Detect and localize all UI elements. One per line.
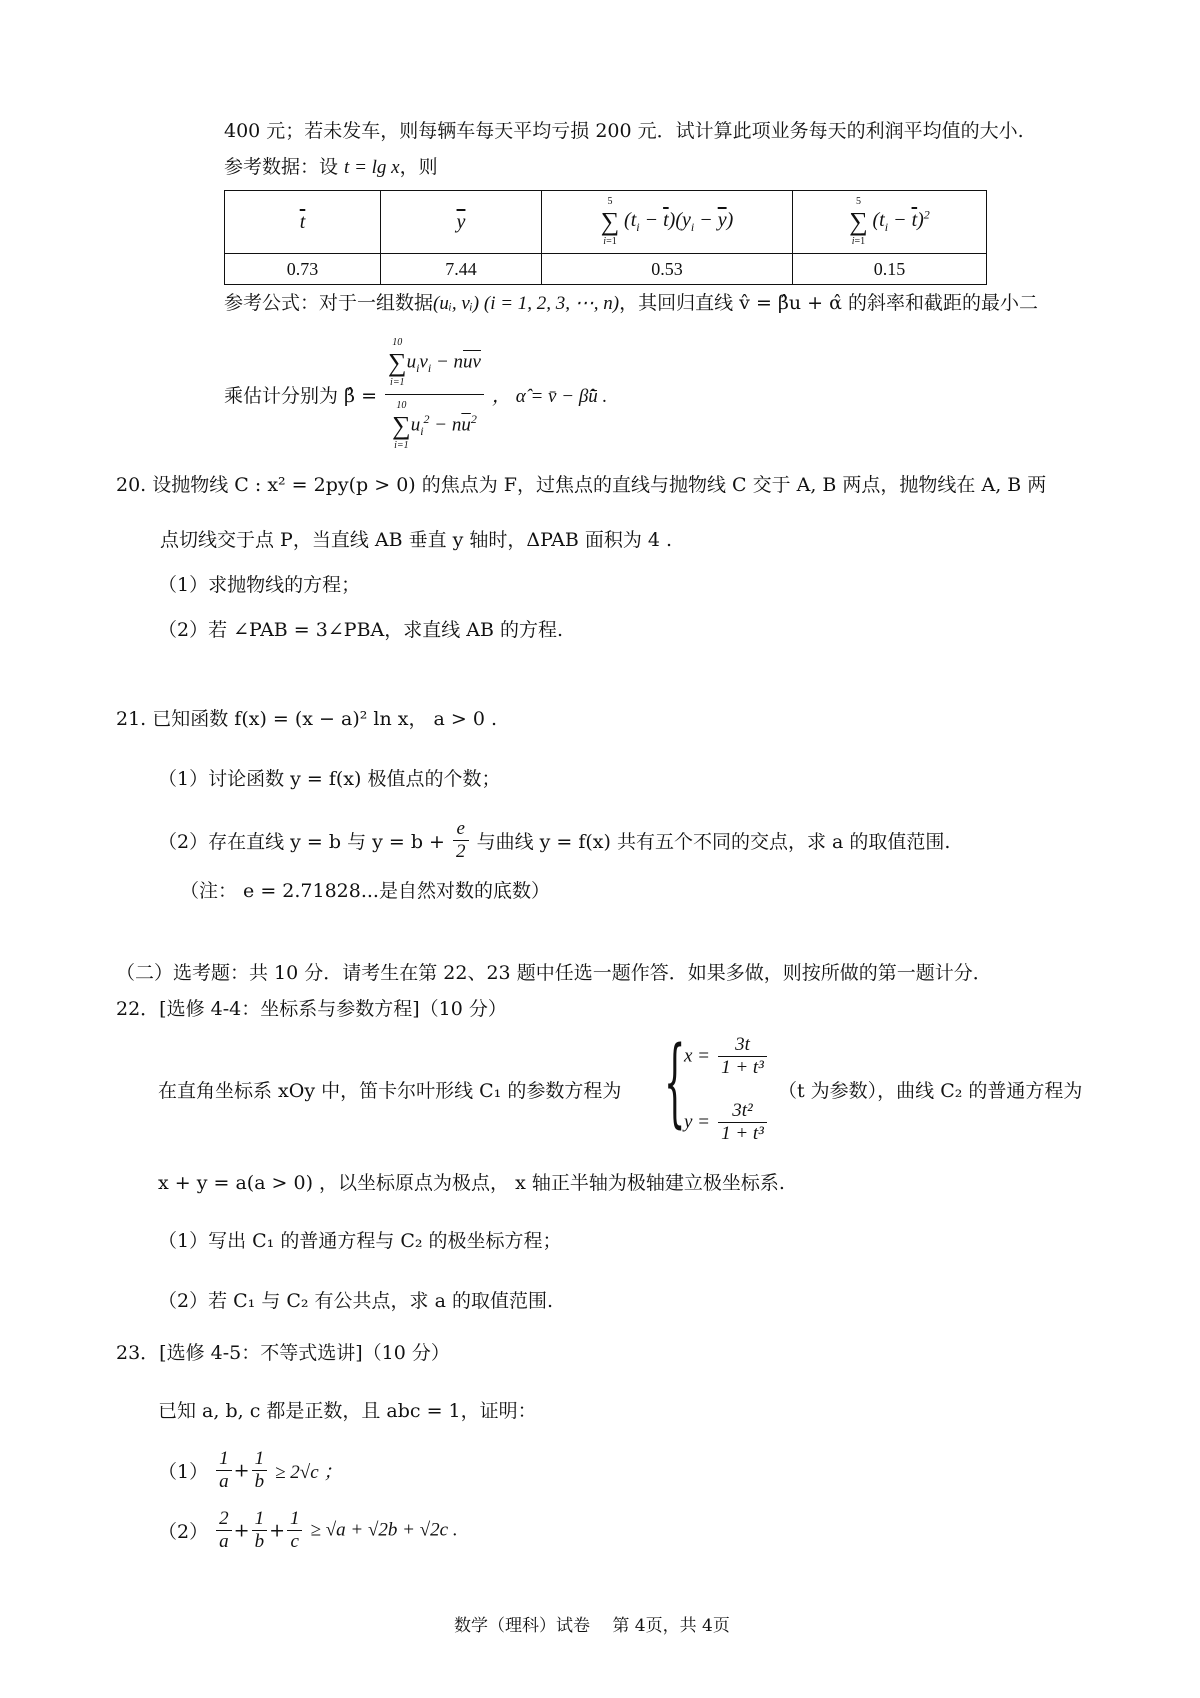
fraction-denominator: 2 [456,841,466,862]
beta-hat-label: 乘估计分别为 β̂ = [224,385,377,407]
reference-formula-line1 [224,290,1038,317]
q22-title: 22．[选修 4-4：坐标系与参数方程]（10 分） [116,998,507,1020]
problem19-continuation: 400 元；若未发车，则每辆车每天平均亏损 200 元．试计算此项业务每天的利润平均值的大小. [224,120,1024,142]
ref-data-prefix: 参考数据：设 [224,156,345,178]
q23-part1-tail: ≥ 2√c ； [275,1462,343,1483]
page-footer: 数学（理科）试卷 第 4页，共 4页 [454,1616,730,1636]
q23-part2-label: （2） [158,1521,209,1543]
param-brace: { [664,1026,686,1138]
fraction-numerator: e [453,818,469,841]
q21-part2 [158,818,950,863]
q22-line1-end: （t 为参数），曲线 C₂ 的普通方程为 [778,1080,1083,1102]
header-t-bar: $\overline{t}$ [225,191,381,254]
q23-part1: （1） $\frac{1}{a}$ + $\frac{1}{b}$ ≥ 2√c ； [158,1448,343,1492]
value-t-bar: 0.73 [225,254,381,285]
q22-line1-start: 在直角坐标系 xOy 中，笛卡尔叶形线 C₁ 的参数方程为 [158,1080,622,1102]
optional-section-header: （二）选考题：共 10 分．请考生在第 22、23 题中任选一题作答．如果多做，则按所做的第一题计分． [116,962,992,984]
q20-part1: （1）求抛物线的方程； [158,574,361,596]
q21-part2-end: 与曲线 y = f(x) 共有五个不同的交点，求 a 的取值范围. [476,831,951,853]
q23-part1-label: （1） [158,1461,209,1483]
formula-pair: (uᵢ, vᵢ) (i = 1, 2, 3, ⋯, n) [433,293,620,314]
formula-prefix: 参考公式：对于一组数据 [224,292,434,314]
header-y-bar: $\overline{y}$ [381,191,542,254]
q23-part2: （2） $\frac{2}{a}$ + $\frac{1}{b}$ + $\frac{1}{c}$ ≥ √a + √2b + √2c . [158,1508,458,1552]
param-x-eq [684,1034,769,1079]
ref-data-suffix: ，则 [399,156,438,178]
q20-line2: 点切线交于点 P，当直线 AB 垂直 y 轴时，ΔPAB 面积为 4 . [160,529,673,551]
q21-part1: （1）讨论函数 y = f(x) 极值点的个数； [158,768,501,790]
e-over-2-fraction [453,818,469,863]
q22-part2: （2）若 C₁ 与 C₂ 有公共点，求 a 的取值范围. [158,1290,554,1312]
ref-data-expr: t = lg x [344,157,400,178]
q22-line2: x + y = a(a > 0) ，以坐标原点为极点， x 轴正半轴为极轴建立极坐标系. [158,1172,785,1194]
q21-line1: 21. 已知函数 f(x) = (x − a)² ln x， a > 0 . [116,708,497,730]
header-sum-square: 5 ∑ i=1 $(t_i - \overline{t})^2$ [793,191,987,254]
q22-part1: （1）写出 C₁ 的普通方程与 C₂ 的极坐标方程； [158,1230,562,1252]
q20-line1: 20. 设抛物线 C : x² = 2py(p > 0) 的焦点为 F，过焦点的直线与抛物线 C 交于 A, B 两点，抛物线在 A, B 两 [116,474,1047,496]
param-y-eq [684,1100,769,1145]
param-y-label: y = [684,1111,711,1133]
value-sum-square: 0.15 [793,254,987,285]
param-x-den: 1 + t³ [721,1057,764,1078]
header-sum-product: 5 ∑ i=1 $(t_i - \overline{t})(y_i - \overline{y})$ [542,191,793,254]
q23-line1: 已知 a, b, c 都是正数，且 abc = 1，证明： [158,1400,537,1422]
param-x-label: x = [684,1045,711,1067]
q23-title: 23．[选修 4-5：不等式选讲]（10 分） [116,1342,450,1364]
alpha-hat-formula: ， α̂ = v̄ − β̂ū . [492,386,608,407]
param-y-den: 1 + t³ [721,1123,764,1144]
param-x-num: 3t [718,1034,767,1057]
reference-data-table [224,190,987,285]
q21-part2-start: （2）存在直线 y = b 与 y = b + [158,831,445,853]
reference-data-line [224,154,438,181]
q20-part2: （2）若 ∠PAB = 3∠PBA，求直线 AB 的方程. [158,619,564,641]
reference-formula-line2 [224,336,607,453]
value-y-bar: 7.44 [381,254,542,285]
q21-note: （注： e = 2.71828...是自然对数的底数） [180,880,550,902]
formula-mid: ，其回归直线 v̂ = β̂u + α̂ 的斜率和截距的最小二 [619,292,1038,314]
param-y-num: 3t² [718,1100,767,1123]
value-sum-product: 0.53 [542,254,793,285]
beta-hat-fraction: 10 ∑ i=1 $u_iv_i - n\overline{u}\overline{v}$ 10 ∑ i=1 $u_i^2 - n\overline{u}^2$ [385,336,484,453]
q23-part2-tail: ≥ √a + √2b + √2c . [310,1519,458,1541]
